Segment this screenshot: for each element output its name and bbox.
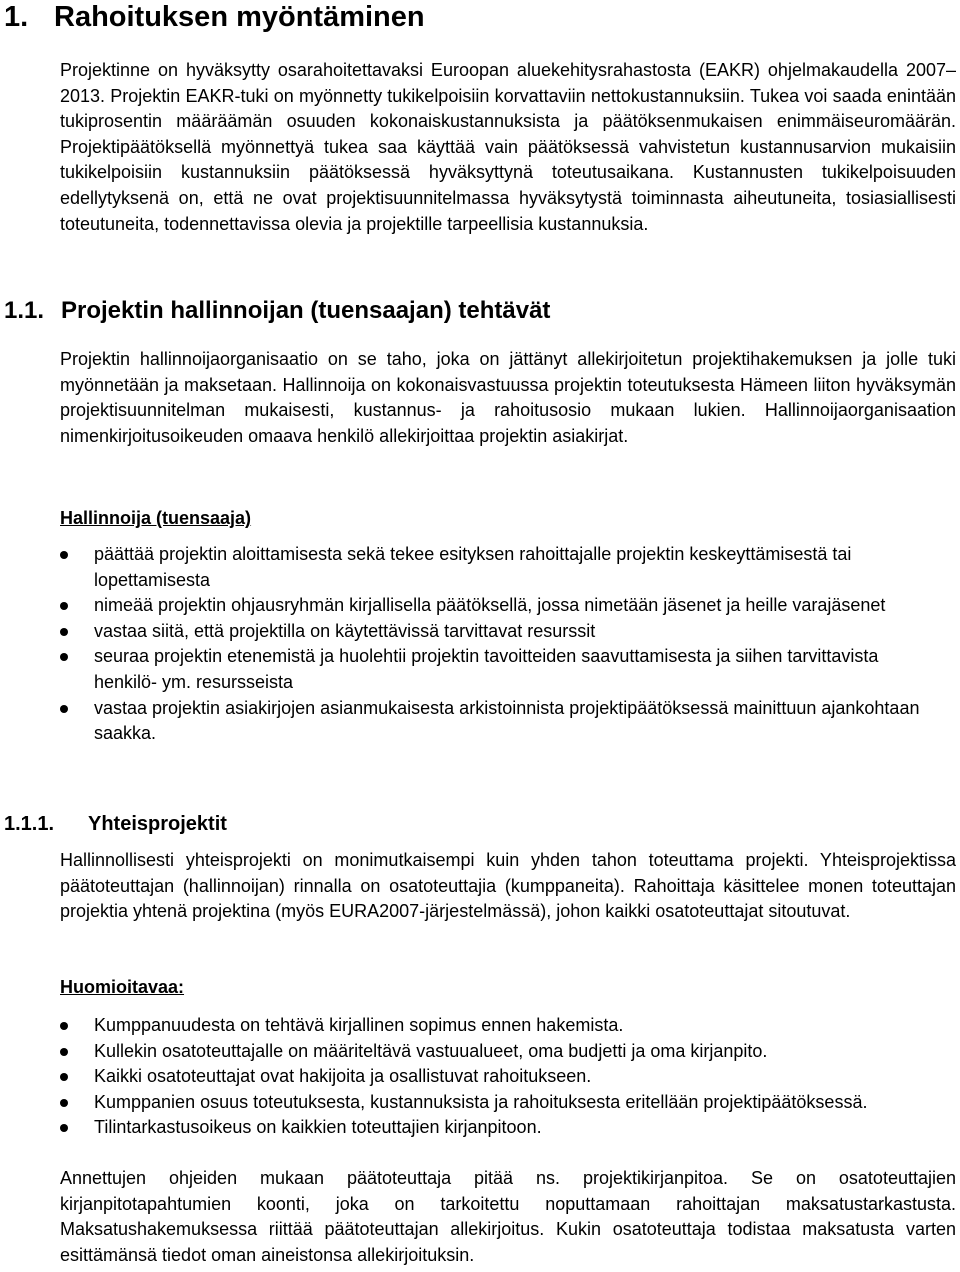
huomioitavaa-list	[60, 1013, 940, 1141]
list-item: Kaikki osatoteuttajat ovat hakijoita ja osallistuvat rahoitukseen.	[60, 1064, 940, 1090]
closing-paragraph: Annettujen ohjeiden mukaan päätoteuttaja pitää ns. projektikirjanpitoa. Se on osatoteuttajien kirjanpitotapahtumien koonti, joka on tarkoitettu noputtamaan rahoittajan maksatustarkastusta. Maksatushakemuksessa riittää päätoteuttajan allekirjoitus. Kukin osatoteuttaja todistaa maksatusta varten esittämänsä tiedot oman aineistonsa allekirjoituksin.	[60, 1168, 956, 1265]
bullet-icon	[60, 1124, 68, 1132]
section-1-title: Rahoituksen myöntäminen	[54, 1, 425, 33]
list-item: Kumppanuudesta on tehtävä kirjallinen sopimus ennen hakemista.	[60, 1013, 940, 1039]
list-item: seuraa projektin etenemistä ja huolehtii projektin tavoitteiden saavuttamisesta ja siihen tarvittavista henkilö- ym. resursseista	[60, 644, 940, 695]
section-1-1-title: Projektin hallinnoijan (tuensaajan) tehtävät	[61, 297, 551, 324]
bullet-icon	[60, 551, 68, 559]
section-1-1-1-number: 1.1.1.	[4, 813, 55, 835]
section-1-number: 1.	[4, 1, 29, 33]
list-item: vastaa projektin asiakirjojen asianmukaisesta arkistoinnista projektipäätöksessä mainittuun ajankohtaan saakka.	[60, 696, 940, 747]
section-1-1-1-paragraph: Hallinnollisesti yhteisprojekti on monimutkaisempi kuin yhden tahon toteuttama projekti. Yhteisprojektissa päätoteuttajan (hallinnoijan) rinnalla on osatoteuttajia (kumppaneita). Rahoittaja käsittelee monen toteuttajan projektia yhtenä projektina (myös EURA2007-järjestelmässä), johon kaikki osatoteuttajat sitoutuvat.	[60, 850, 956, 922]
section-1-1-1-title: Yhteisprojektit	[88, 813, 227, 835]
list-item: vastaa siitä, että projektilla on käytettävissä tarvittavat resurssit	[60, 619, 940, 645]
section-1-paragraph: Projektinne on hyväksytty osarahoitettavaksi Euroopan aluekehitysrahastosta (EAKR) ohjelmakaudella 2007–2013. Projektin EAKR-tuki on myönnetty tukikelpoisiin korvattaviin nettokustannuksiin. Tukea voi saada enintään tukiprosentin määräämän osuuden kokonaiskustannuksista ja päätöksenmukaisen enimmäiseuromäärän. Projektipäätöksellä myönnettyä tukea saa käyttää vain päätöksessä vahvistetun kustannusarvion mukaisiin tukikelpoisiin kustannuksiin päätöksessä hyväksyttynä toteutusaikana. Kustannusten tukikelpoisuuden edellytyksenä on, että ne ovat projektisuunnitelmassa hyväksytystä toiminnasta aiheutuneita, tosiasiallisesti toteutuneita, todennettavissa olevia ja projektille tarpeellisia kustannuksia.	[60, 60, 956, 234]
huomioitavaa-subheading: Huomioitavaa:	[60, 977, 185, 997]
section-1-1-1-heading	[4, 810, 227, 838]
list-item: Tilintarkastusoikeus on kaikkien toteuttajien kirjanpitoon.	[60, 1115, 940, 1141]
bullet-icon	[60, 1099, 68, 1107]
bullet-icon	[60, 1048, 68, 1056]
section-1-1-number: 1.1.	[4, 297, 45, 324]
list-item: päättää projektin aloittamisesta sekä tekee esityksen rahoittajalle projektin keskeyttämisestä tai lopettamisesta	[60, 542, 940, 593]
section-1-1-paragraph: Projektin hallinnoijaorganisaatio on se taho, joka on jättänyt allekirjoitetun projektihakemuksen ja jolle tuki myönnetään ja maksetaan. Hallinnoija on kokonaisvastuussa projektin toteutuksesta Hämeen liiton hyväksymän projektisuunnitelman mukaisesti, kustannus- ja rahoitusosio mukaan lukien. Hallinnoijaorganisaation nimenkirjoitusoikeuden omaava henkilö allekirjoittaa projektin asiakirjat.	[60, 349, 956, 446]
section-1-1-heading	[4, 295, 550, 327]
bullet-icon	[60, 1022, 68, 1030]
bullet-icon	[60, 602, 68, 610]
section-1-heading	[4, 0, 425, 34]
list-item: Kumppanien osuus toteutuksesta, kustannuksista ja rahoituksesta eritellään projektipäätöksessä.	[60, 1090, 940, 1116]
list-item: Kullekin osatoteuttajalle on määriteltävä vastuualueet, oma budjetti ja oma kirjanpito.	[60, 1039, 940, 1065]
hallinnoija-subheading: Hallinnoija (tuensaaja)	[60, 508, 252, 528]
bullet-icon	[60, 653, 68, 661]
list-item: nimeää projektin ohjausryhmän kirjallisella päätöksellä, jossa nimetään jäsenet ja heille varajäsenet	[60, 593, 940, 619]
bullet-icon	[60, 1073, 68, 1081]
bullet-icon	[60, 705, 68, 713]
bullet-icon	[60, 628, 68, 636]
hallinnoija-task-list	[60, 542, 940, 747]
